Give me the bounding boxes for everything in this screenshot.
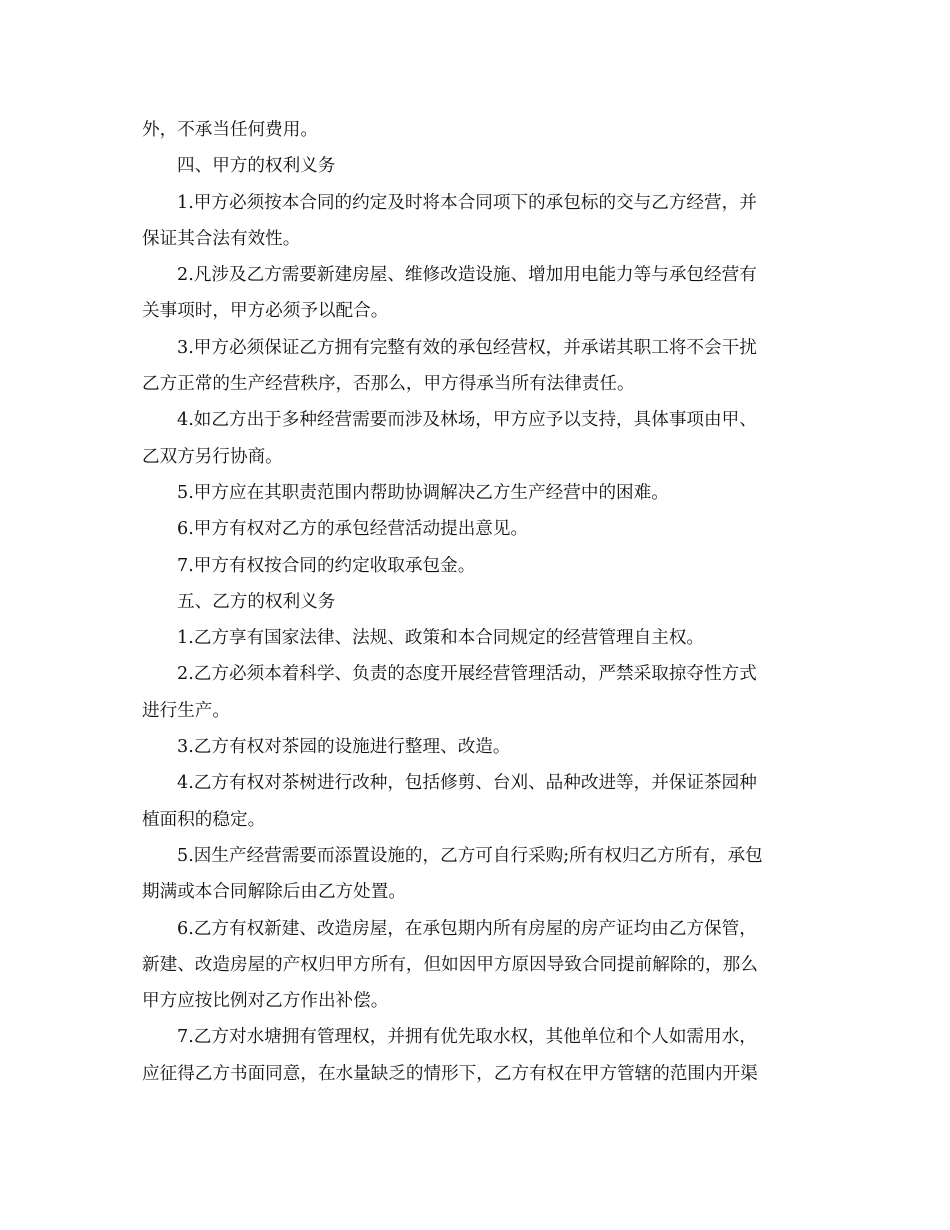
section-heading-4: 四、甲方的权利义务	[177, 156, 336, 177]
text-line-22: 期满或本合同解除后由乙方处置。	[142, 882, 406, 903]
text-line-27: 应征得乙方书面同意，在水量缺乏的情形下，乙方有权在甲方管辖的范围内开渠	[142, 1063, 758, 1084]
text-line-19: 4.乙方有权对茶树进行改种，包括修剪、台刈、品种改进等，并保证茶园种	[177, 773, 757, 794]
text-line-6: 关事项时，甲方必须予以配合。	[142, 301, 389, 322]
text-line-12: 6.甲方有权对乙方的承包经营活动提出意见。	[177, 519, 529, 540]
text-line-3: 1.甲方必须按本合同的约定及时将本合同项下的承包标的交与乙方经营，并	[177, 192, 757, 213]
text-line-7: 3.甲方必须保证乙方拥有完整有效的承包经营权，并承诺其职工将不会干扰	[177, 337, 757, 358]
text-line-17: 进行生产。	[142, 700, 230, 721]
text-line-5: 2.凡涉及乙方需要新建房屋、维修改造设施、增加用电能力等与承包经营有	[177, 265, 757, 286]
text-line-18: 3.乙方有权对茶园的设施进行整理、改造。	[177, 737, 511, 758]
text-line-21: 5.因生产经营需要而添置设施的，乙方可自行采购;所有权归乙方所有，承包	[177, 845, 763, 866]
text-line-8: 乙方正常的生产经营秩序，否那么，甲方得承当所有法律责任。	[142, 374, 635, 395]
text-line-23: 6.乙方有权新建、改造房屋，在承包期内所有房屋的房产证均由乙方保管，	[177, 918, 757, 939]
section-heading-5: 五、乙方的权利义务	[177, 591, 336, 612]
text-line-20: 植面积的稳定。	[142, 809, 266, 830]
text-line-15: 1.乙方享有国家法律、法规、政策和本合同规定的经营管理自主权。	[177, 628, 705, 649]
text-line-13: 7.甲方有权按合同的约定收取承包金。	[177, 555, 476, 576]
text-line-24: 新建、改造房屋的产权归甲方所有，但如因甲方原因导致合同提前解除的，那么	[142, 954, 758, 975]
text-line-16: 2.乙方必须本着科学、负责的态度开展经营管理活动，严禁采取掠夺性方式	[177, 664, 757, 685]
text-line-11: 5.甲方应在其职责范围内帮助协调解决乙方生产经营中的困难。	[177, 482, 669, 503]
text-line-4: 保证其合法有效性。	[142, 228, 301, 249]
text-line-10: 乙双方另行协商。	[142, 446, 283, 467]
text-line-9: 4.如乙方出于多种经营需要而涉及林场，甲方应予以支持，具体事项由甲、	[177, 410, 757, 431]
text-line-25: 甲方应按比例对乙方作出补偿。	[142, 991, 389, 1012]
document-page	[142, 112, 814, 1092]
text-line-26: 7.乙方对水塘拥有管理权，并拥有优先取水权，其他单位和个人如需用水，	[177, 1027, 757, 1048]
text-line-1: 外，不承当任何费用。	[142, 120, 318, 140]
